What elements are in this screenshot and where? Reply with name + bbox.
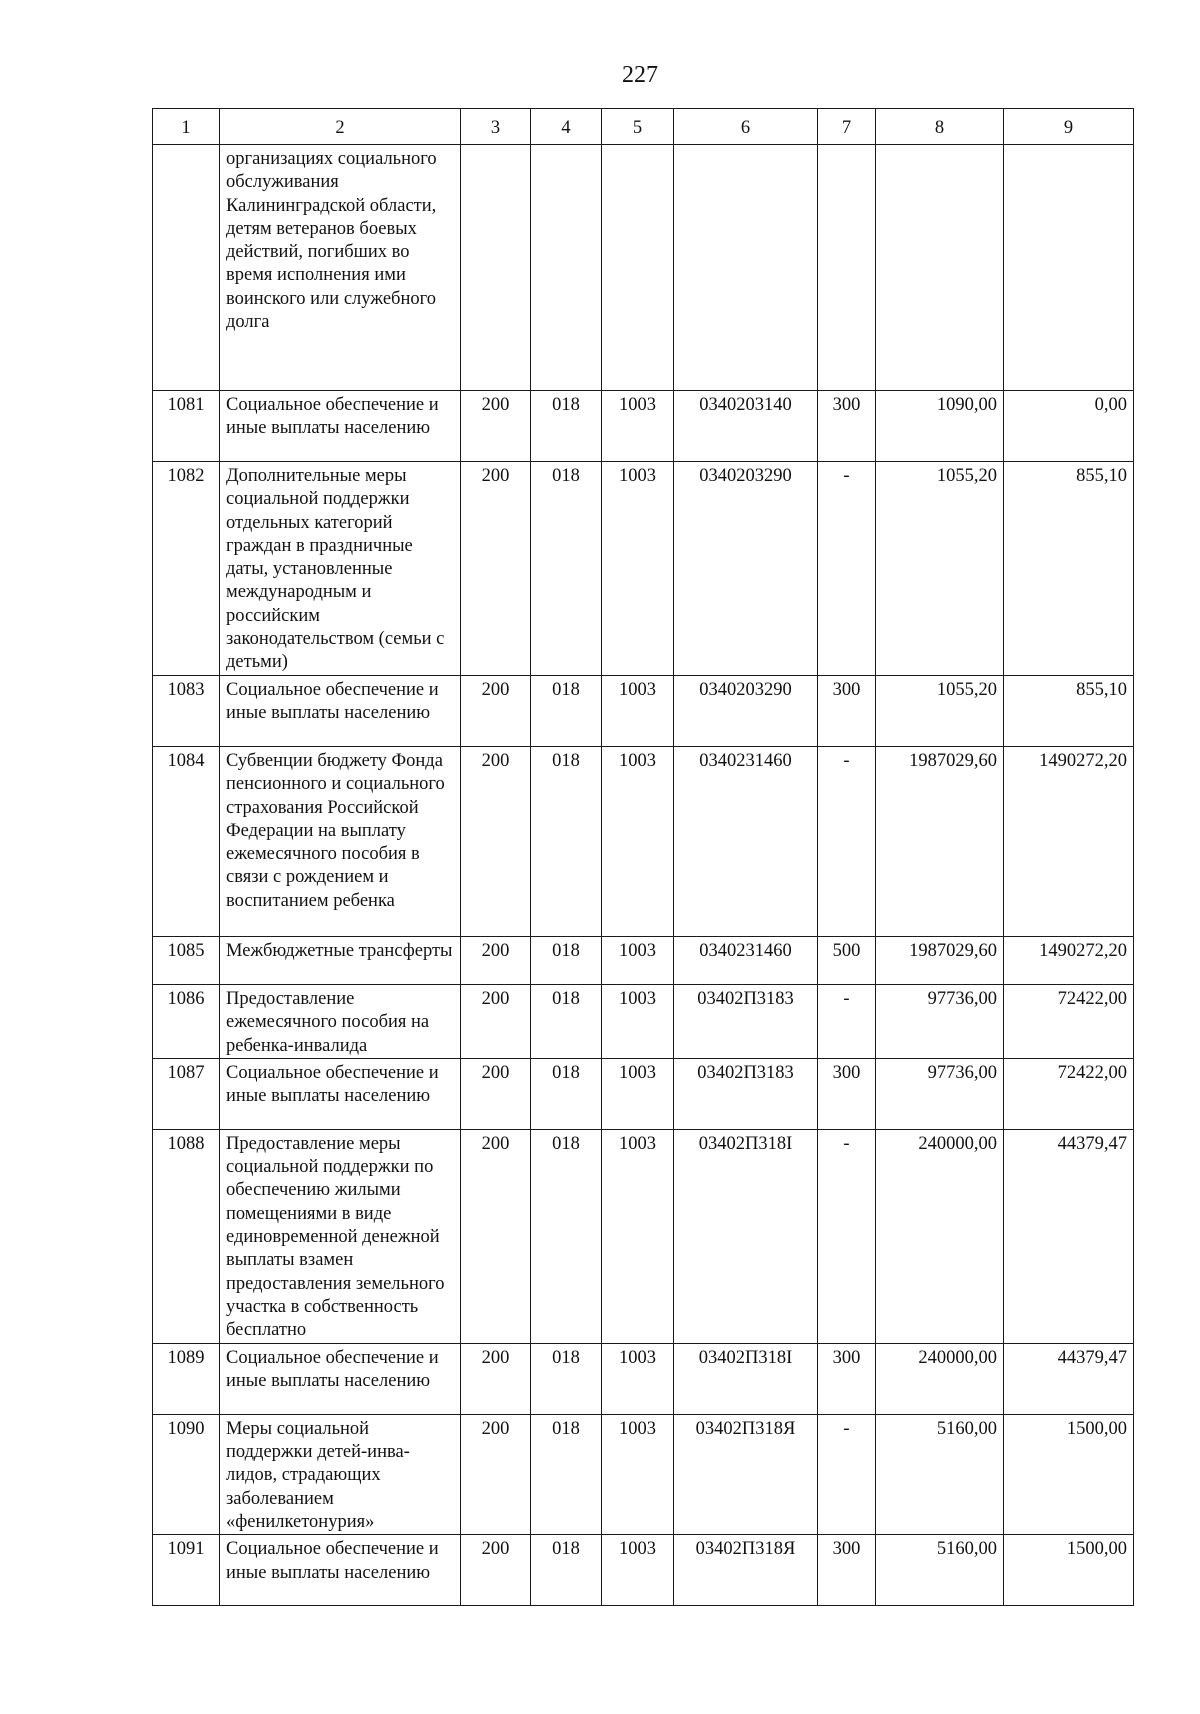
col-7-value: - [818,1129,876,1343]
col-3-value: 200 [461,1058,531,1129]
col-6-value: 03402П3183 [674,985,818,1059]
col-7-value: - [818,985,876,1059]
col-8-value: 240000,00 [876,1129,1004,1343]
row-name: Межбюджетные трансферты [220,937,461,985]
col-3-value: 200 [461,1129,531,1343]
col-9-value: 44379,47 [1004,1343,1134,1414]
col-8-value [876,145,1004,391]
row-name: Меры социальной поддержки детей-инва-лидов, страдающих заболеванием «фенилкетонурия» [220,1414,461,1534]
col-5-value: 1003 [602,1129,674,1343]
header-col-4: 4 [531,109,602,145]
col-5-value: 1003 [602,985,674,1059]
col-5-value: 1003 [602,747,674,937]
col-5-value: 1003 [602,462,674,676]
col-8-value: 1987029,60 [876,937,1004,985]
table-row [153,1058,1134,1129]
row-number: 1086 [153,985,220,1059]
budget-table [152,108,1134,1606]
row-number: 1085 [153,937,220,985]
col-4-value: 018 [531,1414,602,1534]
col-4-value: 018 [531,676,602,747]
col-6-value: 0340231460 [674,747,818,937]
row-name: Социальное обеспечение и иные выплаты населению [220,391,461,462]
col-6-value: 03402П318Я [674,1414,818,1534]
col-6-value: 0340203140 [674,391,818,462]
header-col-3: 3 [461,109,531,145]
col-7-value: 300 [818,1535,876,1606]
header-row [153,109,1134,145]
col-7-value: - [818,1414,876,1534]
header-col-7: 7 [818,109,876,145]
table-row [153,1343,1134,1414]
col-9-value [1004,145,1134,391]
col-3-value: 200 [461,747,531,937]
table-row [153,676,1134,747]
header-col-8: 8 [876,109,1004,145]
col-4-value [531,145,602,391]
row-number: 1081 [153,391,220,462]
col-7-value [818,145,876,391]
col-7-value: 300 [818,1343,876,1414]
row-name: Социальное обеспечение и иные выплаты населению [220,1058,461,1129]
page-number: 227 [622,62,658,88]
col-5-value: 1003 [602,937,674,985]
col-4-value: 018 [531,1343,602,1414]
row-number: 1089 [153,1343,220,1414]
col-5-value: 1003 [602,391,674,462]
row-number: 1082 [153,462,220,676]
col-4-value: 018 [531,747,602,937]
col-3-value: 200 [461,462,531,676]
col-5-value: 1003 [602,1343,674,1414]
col-6-value: 0340231460 [674,937,818,985]
col-6-value: 0340203290 [674,462,818,676]
row-number: 1090 [153,1414,220,1534]
table-row [153,462,1134,676]
col-3-value: 200 [461,985,531,1059]
col-8-value: 1090,00 [876,391,1004,462]
row-number: 1087 [153,1058,220,1129]
header-col-5: 5 [602,109,674,145]
row-name: организациях социального обслуживания Калининградской области, детям ветеранов боевых действий, погибших во время исполнения ими воинского или служебного долга [220,145,461,391]
col-8-value: 97736,00 [876,1058,1004,1129]
table-row [153,985,1134,1059]
table-row [153,1414,1134,1534]
col-3-value [461,145,531,391]
col-6-value [674,145,818,391]
header-col-6: 6 [674,109,818,145]
col-5-value: 1003 [602,1058,674,1129]
col-5-value [602,145,674,391]
col-9-value: 72422,00 [1004,985,1134,1059]
table-row [153,391,1134,462]
col-4-value: 018 [531,985,602,1059]
col-4-value: 018 [531,462,602,676]
row-name: Субвенции бюджету Фонда пенсионного и социального страхования Российской Федерации на выплату ежемесячного пособия в связи с рождением и воспитанием ребенка [220,747,461,937]
col-9-value: 0,00 [1004,391,1134,462]
header-col-9: 9 [1004,109,1134,145]
col-9-value: 1500,00 [1004,1414,1134,1534]
col-8-value: 1055,20 [876,462,1004,676]
table-row [153,1535,1134,1606]
col-6-value: 0340203290 [674,676,818,747]
table-row [153,937,1134,985]
row-name: Предоставление ежемесячного пособия на ребенка-инвалида [220,985,461,1059]
row-number: 1084 [153,747,220,937]
col-4-value: 018 [531,391,602,462]
col-8-value: 97736,00 [876,985,1004,1059]
col-4-value: 018 [531,1058,602,1129]
col-9-value: 44379,47 [1004,1129,1134,1343]
col-9-value: 1500,00 [1004,1535,1134,1606]
col-9-value: 1490272,20 [1004,937,1134,985]
col-6-value: 03402П318I [674,1343,818,1414]
header-col-1: 1 [153,109,220,145]
table-row [153,747,1134,937]
col-9-value: 855,10 [1004,462,1134,676]
col-4-value: 018 [531,1129,602,1343]
col-7-value: - [818,462,876,676]
col-4-value: 018 [531,1535,602,1606]
table-row [153,1129,1134,1343]
table-row [153,145,1134,391]
col-9-value: 1490272,20 [1004,747,1134,937]
col-3-value: 200 [461,676,531,747]
row-name: Социальное обеспечение и иные выплаты населению [220,1343,461,1414]
row-number [153,145,220,391]
row-number: 1088 [153,1129,220,1343]
col-8-value: 1055,20 [876,676,1004,747]
col-7-value: 300 [818,1058,876,1129]
row-number: 1091 [153,1535,220,1606]
col-7-value: 300 [818,391,876,462]
col-6-value: 03402П318I [674,1129,818,1343]
col-3-value: 200 [461,1343,531,1414]
col-3-value: 200 [461,1535,531,1606]
col-3-value: 200 [461,391,531,462]
col-6-value: 03402П318Я [674,1535,818,1606]
row-name: Социальное обеспечение и иные выплаты населению [220,1535,461,1606]
col-5-value: 1003 [602,676,674,747]
col-8-value: 5160,00 [876,1414,1004,1534]
row-name: Социальное обеспечение и иные выплаты населению [220,676,461,747]
header-col-2: 2 [220,109,461,145]
col-5-value: 1003 [602,1535,674,1606]
col-9-value: 72422,00 [1004,1058,1134,1129]
col-7-value: - [818,747,876,937]
col-6-value: 03402П3183 [674,1058,818,1129]
col-9-value: 855,10 [1004,676,1134,747]
col-8-value: 5160,00 [876,1535,1004,1606]
row-number: 1083 [153,676,220,747]
row-name: Предоставление меры социальной поддержки по обеспечению жилыми помещениями в виде единовременной денежной выплаты взамен предоставления земельного участка в собственность бесплатно [220,1129,461,1343]
col-3-value: 200 [461,937,531,985]
col-8-value: 1987029,60 [876,747,1004,937]
col-4-value: 018 [531,937,602,985]
row-name: Дополнительные меры социальной поддержки отдельных категорий граждан в праздничные даты, установленные международным и российским законодательством (семьи с детьми) [220,462,461,676]
col-5-value: 1003 [602,1414,674,1534]
col-7-value: 300 [818,676,876,747]
col-3-value: 200 [461,1414,531,1534]
col-8-value: 240000,00 [876,1343,1004,1414]
col-7-value: 500 [818,937,876,985]
